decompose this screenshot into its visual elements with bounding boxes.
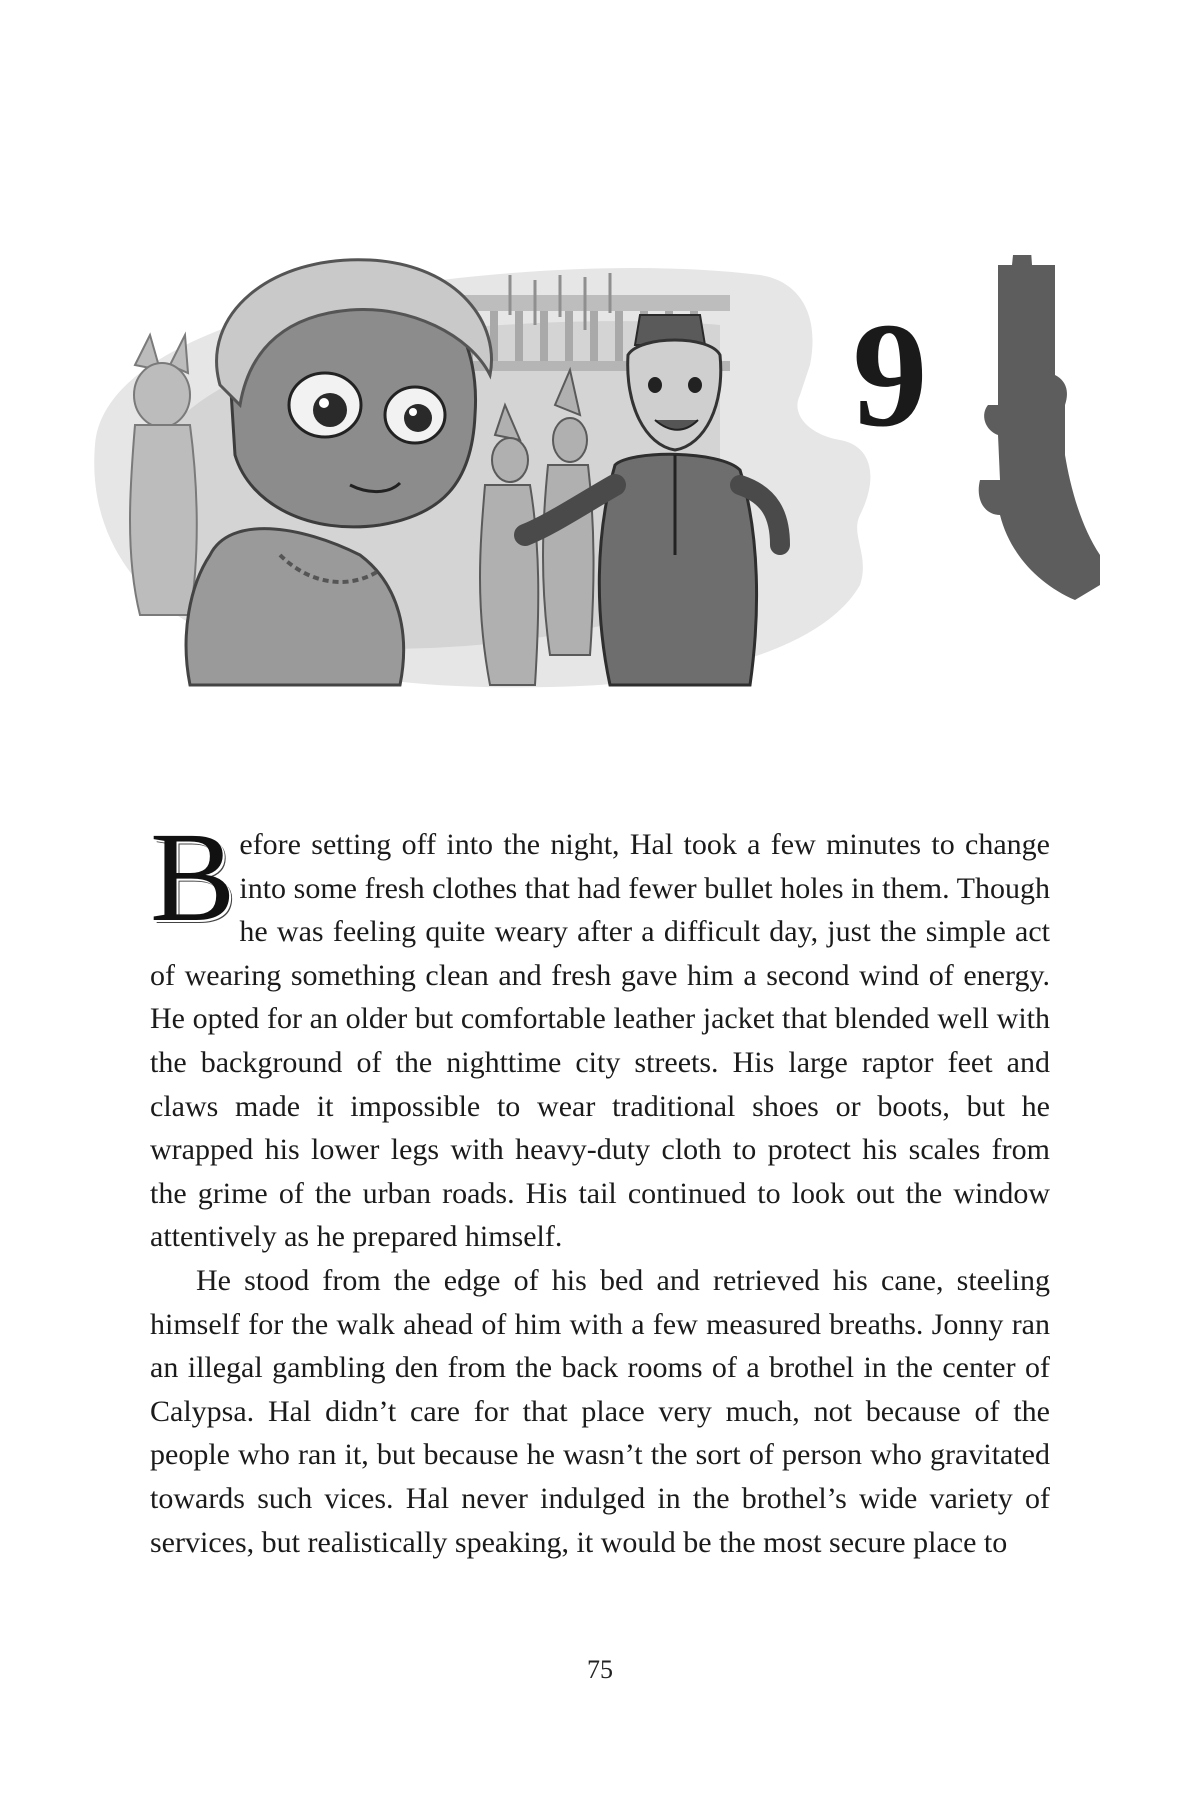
body-text <box>150 806 1050 1564</box>
paragraph-text: efore setting off into the night, Hal took a few minutes to change into some fresh clothes that had fewer bullet holes in them. Though he was feeling quite weary after a difficult day, just the simple act of wearing something clean and fresh gave him a second wind of energy. He opted for an older but comfortable leather jacket that blended well with the background of the nighttime city streets. His large raptor feet and claws made it impossible to wear traditional shoes or boots, but he wrapped his lower legs with heavy-duty cloth to protect his scales from the grime of the urban roads. His tail continued to look out the window attentively as he prepared himself. <box>150 828 1050 1254</box>
page-number: 75 <box>587 1655 613 1684</box>
paragraph <box>150 806 1050 1259</box>
chapter-number: 9 <box>852 292 928 458</box>
drop-cap: B <box>150 806 236 948</box>
revolver-silhouette <box>979 255 1100 600</box>
paragraph: He stood from the edge of his bed and retrieved his cane, steeling himself for the walk ahead of him with a few measured breaths. Jonny ran an illegal gambling den from the back rooms of a brothel in the center of Calypsa. Hal didn’t care for that place very much, not because of the people who ran it, but because he wasn’t the sort of person who gravitated towards such vices. Hal never indulged in the brothel’s wide variety of services, but realistically speaking, it would be the most secure place to <box>150 1263 1050 1559</box>
